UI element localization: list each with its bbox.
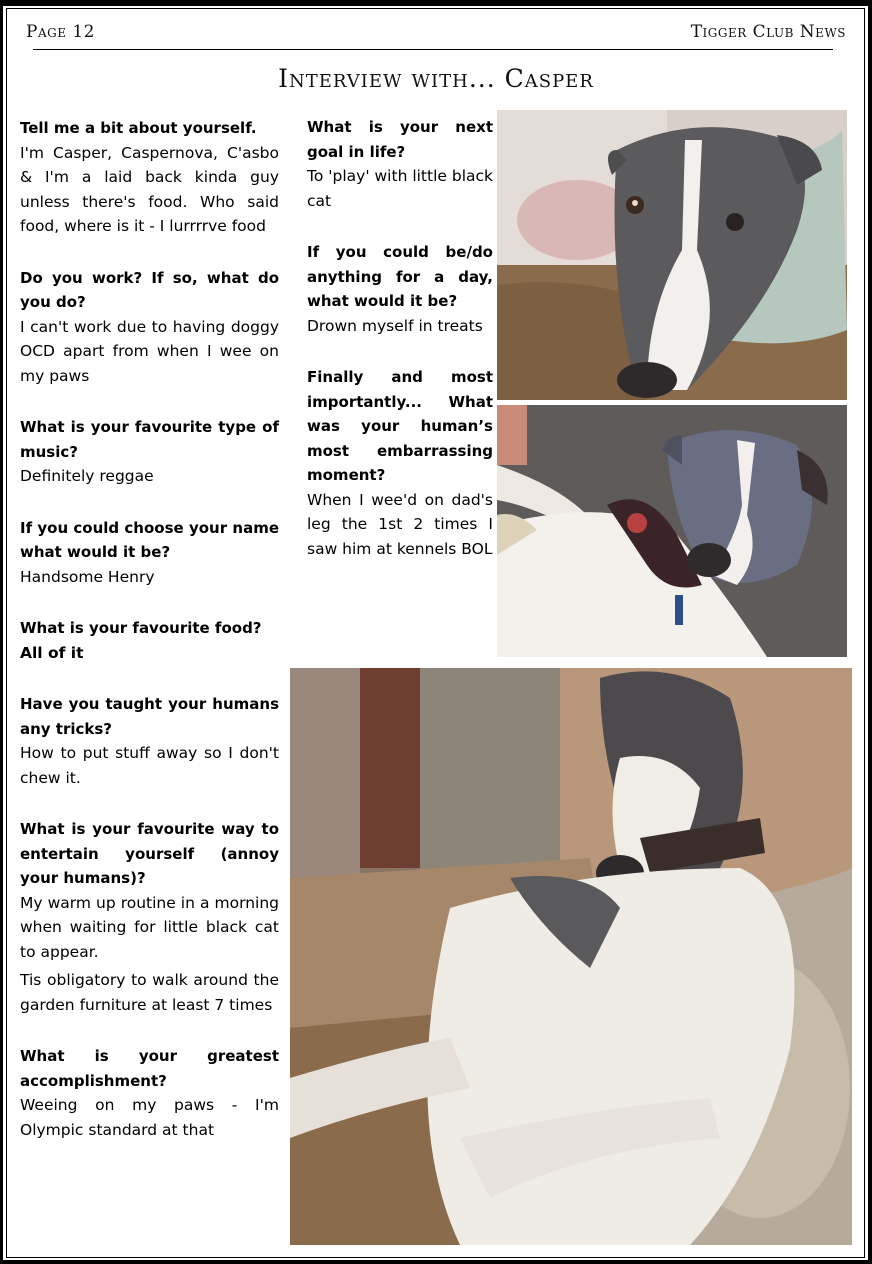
qa-block xyxy=(307,240,493,338)
qa-block xyxy=(20,1044,279,1142)
question: What is your next goal in life? xyxy=(307,118,493,161)
question: If you could be/do anything for a day, what would it be? xyxy=(307,243,493,310)
answer: When I wee'd on dad's leg the 1st 2 times I saw him at kennels BOL xyxy=(307,490,493,558)
question: What is your favourite way to entertain yourself (annoy your humans)? xyxy=(20,820,279,887)
qa-block xyxy=(20,516,279,590)
answer: To 'play' with little black cat xyxy=(307,167,493,210)
photo-dog-on-carpet xyxy=(497,405,847,657)
qa-block xyxy=(307,115,493,213)
article-title: Interview with... Casper xyxy=(278,64,594,93)
answer: Weeing on my paws - I'm Olympic standard at that xyxy=(20,1096,279,1139)
qa-block xyxy=(20,616,279,665)
question: Finally and most importantly... What was your human’s most embarrassing moment? xyxy=(307,368,493,484)
answer: All of it xyxy=(20,643,84,662)
qa-block xyxy=(20,415,279,489)
photo-dog-on-sofa xyxy=(290,668,852,1245)
question: Tell me a bit about yourself. xyxy=(20,119,257,137)
answer: My warm up routine in a morning when waiting for little black cat to appear. xyxy=(20,893,279,961)
answer: Handsome Henry xyxy=(20,567,155,586)
answer: How to put stuff away so I don't chew it. xyxy=(20,744,279,787)
answer: Drown myself in treats xyxy=(307,316,483,335)
qa-block xyxy=(20,116,279,239)
question: What is your greatest accomplishment? xyxy=(20,1047,279,1090)
answer: Definitely reggae xyxy=(20,467,154,485)
question: What is your favourite food? xyxy=(20,619,262,637)
qa-block xyxy=(307,365,493,561)
question: Do you work? If so, what do you do? xyxy=(20,268,279,311)
photo-dog-resting xyxy=(497,110,847,400)
question: What is your favourite type of music? xyxy=(20,418,279,461)
middle-column xyxy=(307,115,493,561)
qa-block xyxy=(20,692,279,790)
qa-block xyxy=(20,817,279,1017)
answer: I'm Casper, Caspernova, C'asbo & I'm a laid back kinda guy unless there's food. Who said food, where is it - I lurrrrve food xyxy=(20,143,279,235)
question: If you could choose your name what would it be? xyxy=(20,518,279,561)
answer: I can't work due to having doggy OCD apart from when I wee on my paws xyxy=(20,317,279,385)
publication-name: Tigger Club News xyxy=(690,22,846,42)
left-column xyxy=(20,116,279,1142)
page-number: Page 12 xyxy=(26,22,95,42)
header-rule xyxy=(33,49,833,50)
question: Have you taught your humans any tricks? xyxy=(20,695,279,738)
qa-block xyxy=(20,266,279,389)
answer: Tis obligatory to walk around the garden furniture at least 7 times xyxy=(20,971,279,1014)
